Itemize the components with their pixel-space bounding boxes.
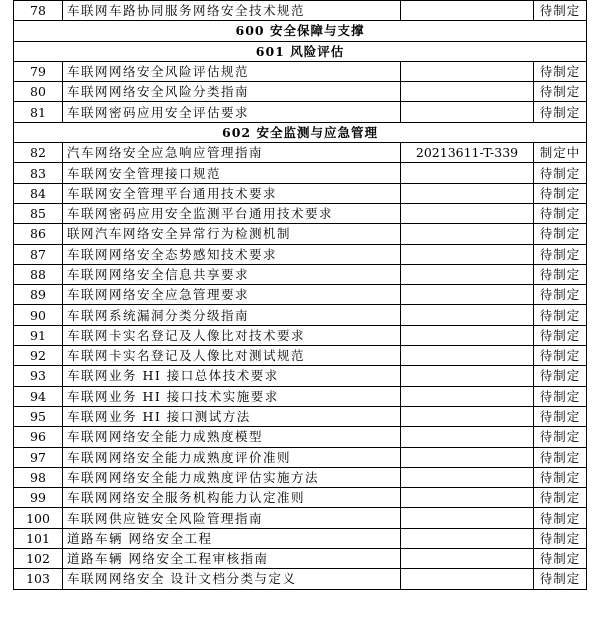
status-cell: 待制定 <box>534 386 587 406</box>
row-number: 99 <box>14 488 63 508</box>
standard-name: 联网汽车网络安全异常行为检测机制 <box>63 224 401 244</box>
plan-code <box>401 386 534 406</box>
plan-code <box>401 528 534 548</box>
status-cell: 待制定 <box>534 102 587 122</box>
row-number: 90 <box>14 305 63 325</box>
standards-table <box>13 0 587 590</box>
status-cell: 待制定 <box>534 427 587 447</box>
plan-code <box>401 102 534 122</box>
status-cell: 待制定 <box>534 224 587 244</box>
standard-name: 车联网业务 HI 接口测试方法 <box>63 406 401 426</box>
status-cell: 待制定 <box>534 346 587 366</box>
plan-code <box>401 325 534 345</box>
section-title: 600 安全保障与支撑 <box>14 21 587 41</box>
status-cell: 待制定 <box>534 183 587 203</box>
row-number: 79 <box>14 61 63 81</box>
status-cell: 待制定 <box>534 569 587 589</box>
plan-code <box>401 508 534 528</box>
plan-code <box>401 569 534 589</box>
standard-name: 车联网安全管理平台通用技术要求 <box>63 183 401 203</box>
table-row <box>14 406 587 426</box>
standard-name: 车联网系统漏洞分类分级指南 <box>63 305 401 325</box>
standard-name: 车联网密码应用安全评估要求 <box>63 102 401 122</box>
plan-code: 20213611-T-339 <box>401 143 534 163</box>
standard-name: 车联网网络安全服务机构能力认定准则 <box>63 488 401 508</box>
plan-code <box>401 427 534 447</box>
table-row <box>14 61 587 81</box>
standard-name: 车联网网络安全能力成熟度模型 <box>63 427 401 447</box>
plan-code <box>401 203 534 223</box>
table-row <box>14 143 587 163</box>
standard-name: 车联网网络安全风险评估规范 <box>63 61 401 81</box>
status-cell: 待制定 <box>534 61 587 81</box>
section-header-row <box>14 41 587 61</box>
standard-name: 道路车辆 网络安全工程审核指南 <box>63 549 401 569</box>
status-cell: 待制定 <box>534 244 587 264</box>
row-number: 91 <box>14 325 63 345</box>
row-number: 85 <box>14 203 63 223</box>
standard-name: 车联网业务 HI 接口总体技术要求 <box>63 366 401 386</box>
table-row <box>14 488 587 508</box>
standard-name: 汽车网络安全应急响应管理指南 <box>63 143 401 163</box>
standard-name: 车联网密码应用安全监测平台通用技术要求 <box>63 203 401 223</box>
plan-code <box>401 183 534 203</box>
table-row <box>14 569 587 589</box>
row-number: 89 <box>14 285 63 305</box>
status-cell: 待制定 <box>534 305 587 325</box>
table-row <box>14 508 587 528</box>
status-cell: 待制定 <box>534 163 587 183</box>
status-cell: 待制定 <box>534 264 587 284</box>
table-row <box>14 467 587 487</box>
plan-code <box>401 1 534 21</box>
standard-name: 车联网卡实名登记及人像比对测试规范 <box>63 346 401 366</box>
row-number: 96 <box>14 427 63 447</box>
row-number: 84 <box>14 183 63 203</box>
row-number: 100 <box>14 508 63 528</box>
row-number: 102 <box>14 549 63 569</box>
standard-name: 道路车辆 网络安全工程 <box>63 528 401 548</box>
row-number: 78 <box>14 1 63 21</box>
plan-code <box>401 285 534 305</box>
plan-code <box>401 61 534 81</box>
table-row <box>14 183 587 203</box>
row-number: 101 <box>14 528 63 548</box>
table-row <box>14 163 587 183</box>
standard-name: 车联网供应链安全风险管理指南 <box>63 508 401 528</box>
table-row <box>14 224 587 244</box>
table-row <box>14 427 587 447</box>
standard-name: 车联网网络安全态势感知技术要求 <box>63 244 401 264</box>
table-row <box>14 244 587 264</box>
status-cell: 待制定 <box>534 285 587 305</box>
table-row <box>14 305 587 325</box>
standard-name: 车联网网络安全能力成熟度评价准则 <box>63 447 401 467</box>
status-cell: 待制定 <box>534 82 587 102</box>
table-row <box>14 386 587 406</box>
plan-code <box>401 447 534 467</box>
row-number: 83 <box>14 163 63 183</box>
standard-name: 车联网安全管理接口规范 <box>63 163 401 183</box>
row-number: 81 <box>14 102 63 122</box>
row-number: 86 <box>14 224 63 244</box>
section-title: 601 风险评估 <box>14 41 587 61</box>
status-cell: 待制定 <box>534 1 587 21</box>
table-row <box>14 102 587 122</box>
status-cell: 待制定 <box>534 488 587 508</box>
row-number: 98 <box>14 467 63 487</box>
plan-code <box>401 224 534 244</box>
status-cell: 待制定 <box>534 508 587 528</box>
table-row <box>14 82 587 102</box>
status-cell: 待制定 <box>534 549 587 569</box>
standard-name: 车联网网络安全风险分类指南 <box>63 82 401 102</box>
row-number: 80 <box>14 82 63 102</box>
status-cell: 待制定 <box>534 528 587 548</box>
row-number: 94 <box>14 386 63 406</box>
status-cell: 待制定 <box>534 447 587 467</box>
table-row <box>14 528 587 548</box>
standard-name: 车联网卡实名登记及人像比对技术要求 <box>63 325 401 345</box>
section-header-row <box>14 21 587 41</box>
status-cell: 待制定 <box>534 325 587 345</box>
row-number: 95 <box>14 406 63 426</box>
row-number: 93 <box>14 366 63 386</box>
plan-code <box>401 406 534 426</box>
row-number: 88 <box>14 264 63 284</box>
table-row <box>14 325 587 345</box>
plan-code <box>401 264 534 284</box>
row-number: 87 <box>14 244 63 264</box>
plan-code <box>401 366 534 386</box>
status-cell: 制定中 <box>534 143 587 163</box>
standards-table-body <box>14 1 587 590</box>
status-cell: 待制定 <box>534 203 587 223</box>
status-cell: 待制定 <box>534 467 587 487</box>
table-row <box>14 1 587 21</box>
plan-code <box>401 82 534 102</box>
table-row <box>14 346 587 366</box>
plan-code <box>401 163 534 183</box>
status-cell: 待制定 <box>534 406 587 426</box>
row-number: 92 <box>14 346 63 366</box>
plan-code <box>401 488 534 508</box>
table-row <box>14 285 587 305</box>
status-cell: 待制定 <box>534 366 587 386</box>
section-title: 602 安全监测与应急管理 <box>14 122 587 142</box>
table-row <box>14 366 587 386</box>
table-row <box>14 447 587 467</box>
standard-name: 车联网车路协同服务网络安全技术规范 <box>63 1 401 21</box>
row-number: 97 <box>14 447 63 467</box>
standard-name: 车联网网络安全应急管理要求 <box>63 285 401 305</box>
plan-code <box>401 467 534 487</box>
row-number: 82 <box>14 143 63 163</box>
plan-code <box>401 244 534 264</box>
plan-code <box>401 305 534 325</box>
table-row <box>14 264 587 284</box>
table-row <box>14 203 587 223</box>
standard-name: 车联网业务 HI 接口技术实施要求 <box>63 386 401 406</box>
standard-name: 车联网网络安全能力成熟度评估实施方法 <box>63 467 401 487</box>
plan-code <box>401 346 534 366</box>
section-header-row <box>14 122 587 142</box>
table-row <box>14 549 587 569</box>
row-number: 103 <box>14 569 63 589</box>
standard-name: 车联网网络安全 设计文档分类与定义 <box>63 569 401 589</box>
standard-name: 车联网网络安全信息共享要求 <box>63 264 401 284</box>
plan-code <box>401 549 534 569</box>
